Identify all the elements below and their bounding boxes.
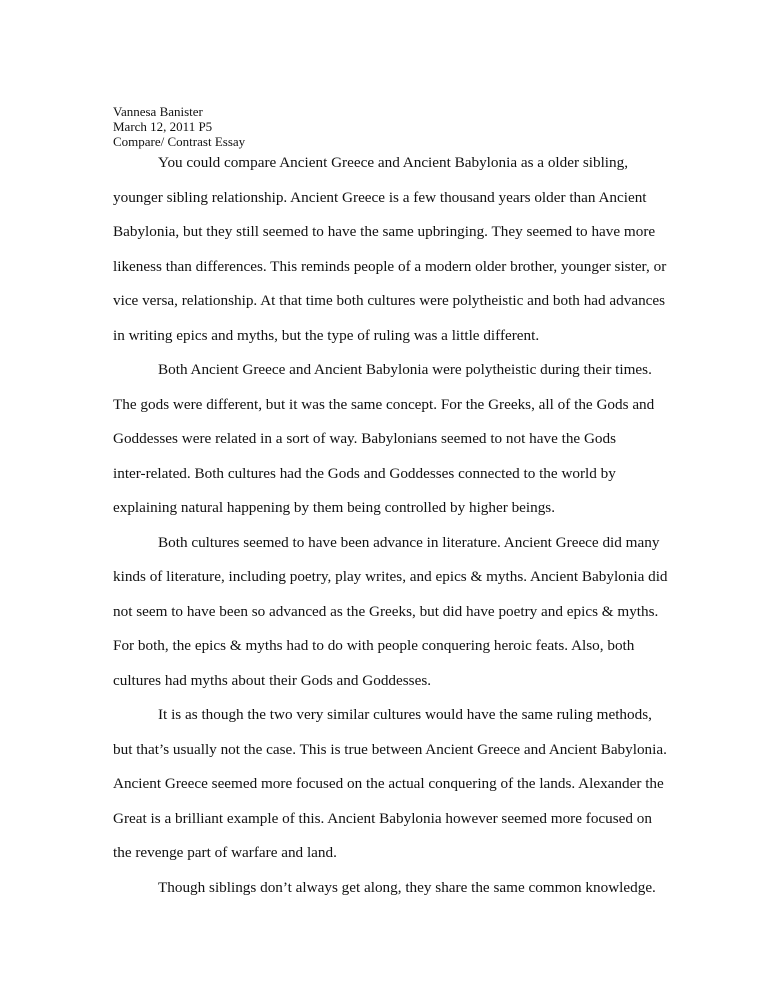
paragraph-line: Both cultures seemed to have been advance in literature. Ancient Greece did many	[158, 533, 660, 551]
paragraph-line: Both Ancient Greece and Ancient Babylonia were polytheistic during their times.	[158, 361, 652, 378]
paragraph-line: the revenge part of warfare and land.	[113, 844, 337, 861]
paragraph-line: For both, the epics & myths had to do with people conquering heroic feats. Also, both	[113, 637, 635, 654]
paragraph-line: Ancient Greece seemed more focused on the actual conquering of the lands. Alexander the	[113, 775, 664, 792]
paragraph-line: It is as though the two very similar cultures would have the same ruling methods,	[158, 706, 652, 723]
date-period: March 12, 2011 P5	[113, 119, 213, 134]
paragraph-line: in writing epics and myths, but the type of ruling was a little different.	[113, 326, 540, 344]
paragraph-line: younger sibling relationship. Ancient Greece is a few thousand years older than Ancient	[113, 188, 647, 206]
paragraph-line: likeness than differences. This reminds people of a modern older brother, younger sister, or	[113, 257, 667, 275]
paragraph-line: but that’s usually not the case. This is true between Ancient Greece and Ancient Babylonia.	[113, 740, 667, 758]
essay-title: Compare/ Contrast Essay	[113, 134, 246, 149]
paragraph-line: vice versa, relationship. At that time both cultures were polytheistic and both had advances	[113, 292, 666, 309]
paragraph-2	[113, 353, 659, 526]
paragraph-5	[113, 871, 659, 906]
paragraph-line: Though siblings don’t always get along, they share the same common knowledge.	[158, 878, 656, 896]
paragraph-line: explaining natural happening by them being controlled by higher beings.	[113, 499, 556, 516]
paragraph-4	[113, 698, 667, 871]
essay-body	[113, 146, 668, 905]
paragraph-1	[113, 146, 667, 353]
paragraph-line: You could compare Ancient Greece and Ancient Babylonia as a older sibling,	[158, 154, 628, 171]
paragraph-line: Babylonia, but they still seemed to have the same upbringing. They seemed to have more	[113, 223, 656, 240]
paragraph-3	[113, 526, 668, 699]
paragraph-line: cultures had myths about their Gods and Goddesses.	[113, 671, 432, 689]
paragraph-line: kinds of literature, including poetry, play writes, and epics & myths. Ancient Babylonia did	[113, 568, 668, 585]
paragraph-line: Goddesses were related in a sort of way. Babylonians seemed to not have the Gods	[113, 430, 617, 447]
essay-header	[113, 104, 673, 149]
paragraph-line: inter-related. Both cultures had the Gods and Goddesses connected to the world by	[113, 464, 616, 482]
paragraph-line: The gods were different, but it was the same concept. For the Greeks, all of the Gods and	[113, 395, 655, 413]
paragraph-line: Great is a brilliant example of this. Ancient Babylonia however seemed more focused on	[113, 809, 652, 827]
author-name: Vannesa Banister	[113, 104, 203, 119]
paragraph-line: not seem to have been so advanced as the Greeks, but did have poetry and epics & myths.	[113, 602, 659, 620]
